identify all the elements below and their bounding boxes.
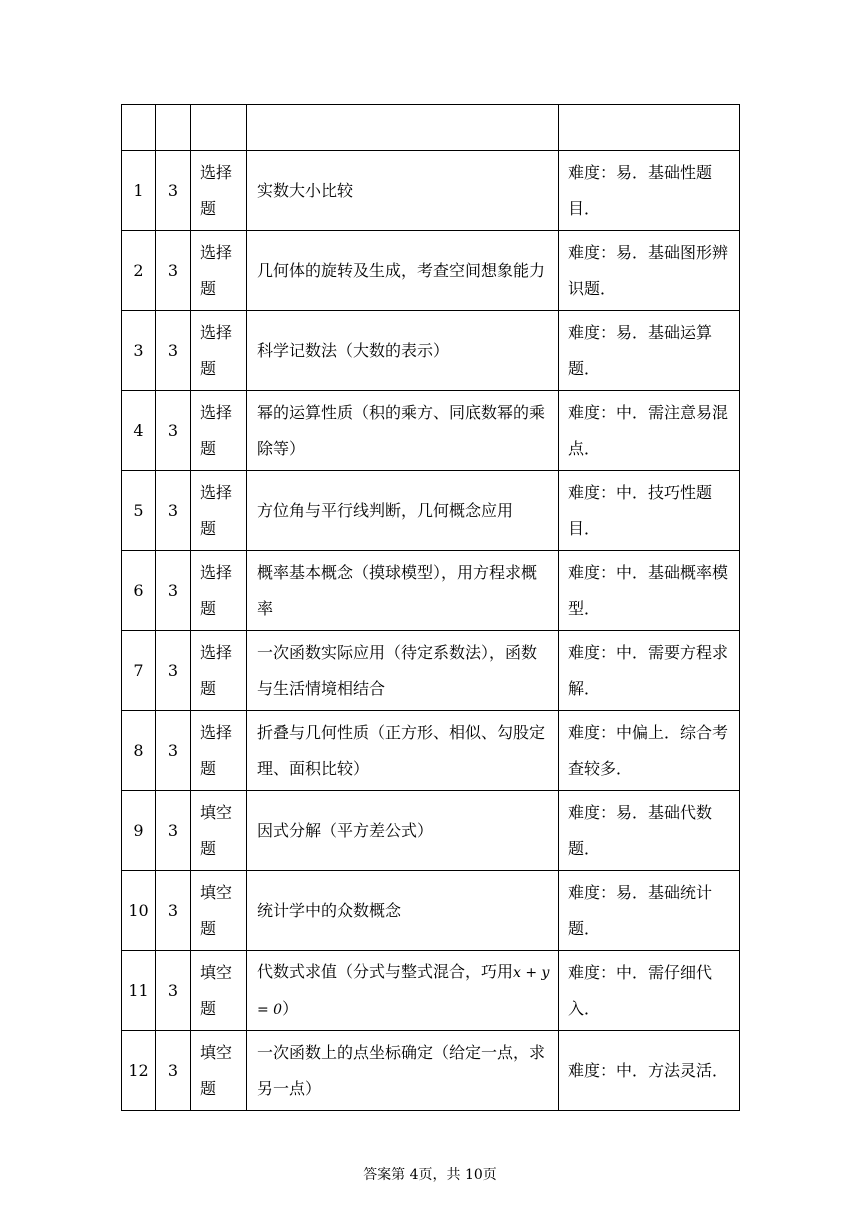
difficulty-note-cell: 难度：易．基础统计题． [559,871,740,951]
score-cell: 3 [156,951,191,1031]
question-number-cell: 8 [122,711,156,791]
question-type-cell: 选择题 [191,311,247,391]
question-number-cell: 2 [122,231,156,311]
question-number-cell: 3 [122,311,156,391]
score-cell: 3 [156,711,191,791]
question-type-cell: 填空题 [191,951,247,1031]
knowledge-point-cell: 统计学中的众数概念 [247,871,559,951]
question-type-cell: 选择题 [191,231,247,311]
header-cell-point [247,105,559,151]
difficulty-note-cell: 难度：中．技巧性题目． [559,471,740,551]
score-cell: 3 [156,471,191,551]
score-cell: 3 [156,151,191,231]
knowledge-point-cell: 方位角与平行线判断，几何概念应用 [247,471,559,551]
question-number-cell: 11 [122,951,156,1031]
question-number-cell: 4 [122,391,156,471]
knowledge-point-cell: 折叠与几何性质（正方形、相似、勾股定理、面积比较） [247,711,559,791]
difficulty-note-cell: 难度：中．需要方程求解． [559,631,740,711]
score-cell: 3 [156,391,191,471]
knowledge-point-cell: 一次函数实际应用（待定系数法），函数与生活情境相结合 [247,631,559,711]
question-type-cell: 选择题 [191,711,247,791]
table-row [122,711,740,791]
difficulty-note-cell: 难度：易．基础运算题． [559,311,740,391]
knowledge-point-cell [247,951,559,1031]
score-cell: 3 [156,791,191,871]
difficulty-note-cell: 难度：易．基础代数题． [559,791,740,871]
difficulty-note-cell: 难度：中．方法灵活． [559,1031,740,1111]
math-expression: x + y = 0 [257,964,550,1018]
score-cell: 3 [156,871,191,951]
knowledge-point-cell: 因式分解（平方差公式） [247,791,559,871]
table-row [122,151,740,231]
knowledge-point-text-end: ） [282,998,299,1018]
question-number-cell: 9 [122,791,156,871]
table-row [122,391,740,471]
knowledge-point-cell: 幂的运算性质（积的乘方、同底数幂的乘除等） [247,391,559,471]
table-row [122,791,740,871]
score-cell: 3 [156,311,191,391]
question-type-cell: 填空题 [191,871,247,951]
question-number-cell: 10 [122,871,156,951]
question-type-cell: 填空题 [191,1031,247,1111]
knowledge-point-text: 代数式求值（分式与整式混合，巧用 [257,961,514,981]
score-cell: 3 [156,231,191,311]
table-row [122,1031,740,1111]
page-footer: 答案第 4页，共 10页 [363,1167,497,1183]
difficulty-note-cell: 难度：易．基础性题目． [559,151,740,231]
table-row [122,631,740,711]
header-cell-note [559,105,740,151]
difficulty-note-cell: 难度：易．基础图形辨识题． [559,231,740,311]
score-cell: 3 [156,631,191,711]
question-type-cell: 选择题 [191,151,247,231]
header-cell-no [122,105,156,151]
question-type-cell: 选择题 [191,551,247,631]
table-row [122,551,740,631]
table-row [122,231,740,311]
question-number-cell: 7 [122,631,156,711]
score-cell: 3 [156,1031,191,1111]
score-cell: 3 [156,551,191,631]
knowledge-point-cell: 科学记数法（大数的表示） [247,311,559,391]
table-row [122,311,740,391]
table-body [122,105,740,1111]
knowledge-point-cell: 几何体的旋转及生成，考查空间想象能力 [247,231,559,311]
question-number-cell: 1 [122,151,156,231]
question-number-cell: 12 [122,1031,156,1111]
table-row [122,871,740,951]
question-analysis-table [121,104,740,1111]
header-cell-type [191,105,247,151]
question-number-cell: 6 [122,551,156,631]
header-cell-score [156,105,191,151]
table-row [122,951,740,1031]
difficulty-note-cell: 难度：中偏上．综合考查较多． [559,711,740,791]
question-type-cell: 选择题 [191,631,247,711]
difficulty-note-cell: 难度：中．需仔细代入． [559,951,740,1031]
question-number-cell: 5 [122,471,156,551]
table-header-row [122,105,740,151]
question-type-cell: 选择题 [191,391,247,471]
knowledge-point-cell: 概率基本概念（摸球模型），用方程求概率 [247,551,559,631]
knowledge-point-cell: 实数大小比较 [247,151,559,231]
difficulty-note-cell: 难度：中．基础概率模型． [559,551,740,631]
question-type-cell: 选择题 [191,471,247,551]
table-row [122,471,740,551]
knowledge-point-cell: 一次函数上的点坐标确定（给定一点，求另一点） [247,1031,559,1111]
difficulty-note-cell: 难度：中．需注意易混点． [559,391,740,471]
question-type-cell: 填空题 [191,791,247,871]
